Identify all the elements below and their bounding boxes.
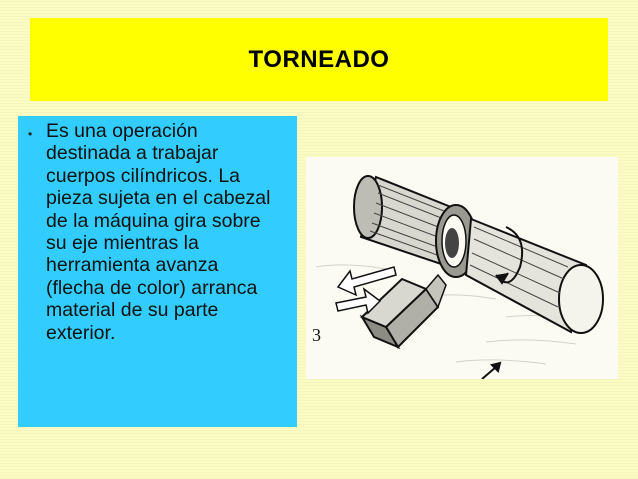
title-band [30, 18, 608, 101]
small-arrow-icon [482, 363, 500, 379]
body-text: Es una operación destinada a trabajar cuerpos cilíndricos. La pieza sujeta en el cabezal de la máquina gira sobre su eje mientras la herramienta avanza (flecha de color) arranca material de su parte exterior. [46, 120, 271, 344]
bullet-marker: • [28, 127, 33, 141]
figure-label: 3 [312, 325, 321, 345]
cutting-tool [362, 275, 446, 347]
turning-illustration [306, 157, 618, 379]
slide-title: TORNEADO [248, 45, 390, 73]
text-panel [18, 116, 297, 427]
